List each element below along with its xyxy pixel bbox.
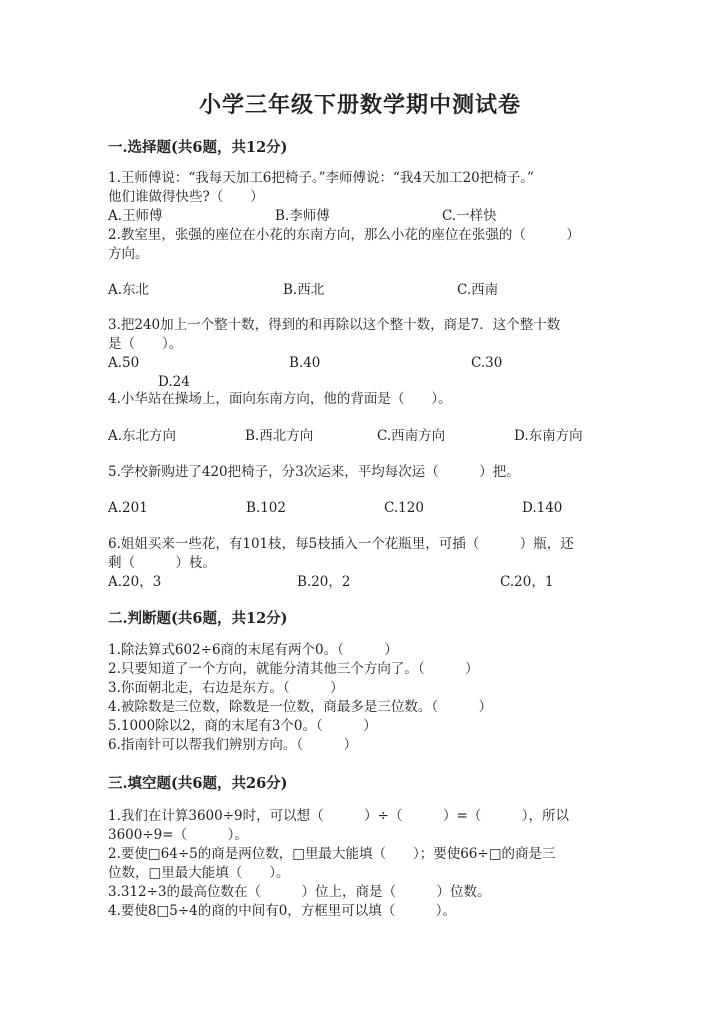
- option-a: A.50: [108, 355, 140, 371]
- question-text: 1.王师傅说：“我每天加工6把椅子。”李师傅说：“我4天加工20把椅子。”: [108, 170, 534, 186]
- question-text: 2.只要知道了一个方向，就能分清其他三个方向了。（ ）: [108, 661, 479, 677]
- option-a: A.20，3: [108, 574, 162, 590]
- option-c: C.西南方向: [377, 428, 446, 444]
- question-text: 2.要使□64÷5的商是两位数，□里最大能填（ ）；要使66÷□的商是三: [108, 846, 556, 862]
- section-heading-fill-in: 三.填空题(共6题，共26分): [108, 775, 288, 792]
- option-b: B.西北方向: [245, 428, 314, 444]
- option-a: A.201: [108, 500, 148, 516]
- question-text: 4.要使8□5÷4的商的中间有0，方框里可以填（ ）。: [108, 903, 457, 919]
- question-text: 5.1000除以2，商的末尾有3个0。（ ）: [108, 718, 377, 734]
- option-b: B.102: [246, 500, 286, 516]
- question-text: 3.你面朝北走，右边是东方。（ ）: [108, 680, 344, 696]
- page-title: 小学三年级下册数学期中测试卷: [198, 92, 521, 118]
- question-text: 2.教室里，张强的座位在小花的东南方向，那么小花的座位在张强的（ ）: [108, 227, 580, 243]
- question-text: 他们谁做得快些?（ ）: [108, 189, 264, 205]
- option-b: B.西北: [283, 282, 325, 298]
- question-text: 位数，□里最大能填（ ）。: [108, 865, 290, 881]
- option-b: B.李师傅: [275, 208, 330, 224]
- option-c: C.20，1: [500, 574, 554, 590]
- question-text: 3600÷9=（ ）。: [108, 827, 248, 843]
- option-a: A.东北: [108, 282, 150, 298]
- question-text: 3.把240加上一个整十数，得到的和再除以这个整十数，商是7．这个整十数: [108, 317, 561, 333]
- option-d: D.东南方向: [514, 428, 583, 444]
- question-text: 1.我们在计算3600÷9时，可以想（ ）÷（ ）=（ ），所以: [108, 808, 570, 824]
- question-text: 方向。: [108, 246, 149, 262]
- option-b: B.20，2: [297, 574, 351, 590]
- option-c: C.西南: [457, 282, 499, 298]
- question-text: 4.小华站在操场上，面向东南方向，他的背面是（ ）。: [108, 391, 452, 407]
- question-text: 是（ ）。: [108, 336, 183, 352]
- option-d: D.24: [158, 374, 190, 390]
- question-text: 剩（ ）枝。: [108, 555, 216, 571]
- option-c: C.120: [384, 500, 424, 516]
- option-c: C.30: [471, 355, 503, 371]
- question-text: 3.312÷3的最高位数在（ ）位上，商是（ ）位数。: [108, 884, 491, 900]
- question-text: 4.被除数是三位数，除数是一位数，商最多是三位数。（ ）: [108, 699, 493, 715]
- section-heading-choice: 一.选择题(共6题，共12分): [108, 139, 288, 156]
- question-text: 1.除法算式602÷6商的末尾有两个0。（ ）: [108, 642, 398, 658]
- option-a: A.王师傅: [108, 208, 163, 224]
- option-d: D.140: [522, 500, 563, 516]
- option-c: C.一样快: [442, 208, 497, 224]
- question-text: 6.姐姐买来一些花，有101枝，每5枝插入一个花瓶里，可插（ ）瓶，还: [108, 536, 574, 552]
- section-heading-judgement: 二.判断题(共6题，共12分): [108, 610, 288, 627]
- question-text: 5.学校新购进了420把椅子，分3次运来，平均每次运（ ）把。: [108, 464, 520, 480]
- option-b: B.40: [289, 355, 321, 371]
- option-a: A.东北方向: [108, 428, 177, 444]
- question-text: 6.指南针可以帮我们辨别方向。（ ）: [108, 737, 358, 753]
